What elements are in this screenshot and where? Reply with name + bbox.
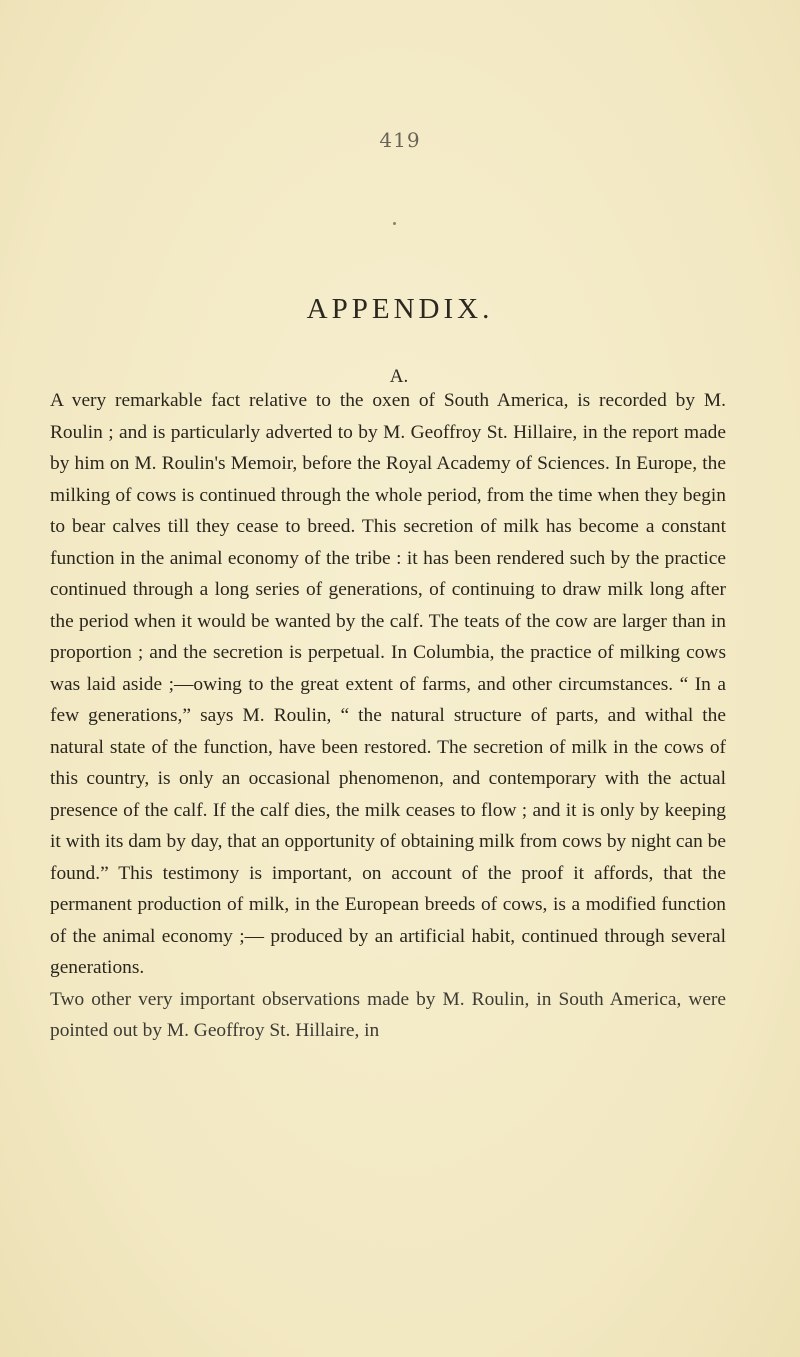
paragraph-1: A very remarkable fact relative to the oxen of South America, is recorded by M. Roulin ; and is particularly adverted to by M. Geoffroy St. Hillaire, in the report made by him on M. Roulin's Memoir, before the Royal Academy of Sciences. In Europe, the milking of cows is continued through the whole period, from the time when they begin to bear calves till they cease to breed. This secretion of milk has become a constant function in the animal economy of the tribe : it has been rendered such by the practice continued through a long series of generations, of continuing to draw milk long after the period when it would be wanted by the calf. The teats of the cow are larger than in proportion ; and the secretion is perpetual. In Columbia, the practice of milking cows was laid aside ;—owing to the great extent of farms, and other circumstances. “ In a few generations,” says M. Roulin, “ the natural structure of parts, and withal the natural state of the function, have been restored. The secretion of milk in the cows of this country, is only an occasional phenomenon, and contemporary with the actual presence of the calf. If the calf dies, the milk ceases to flow ; and it is only by keeping it with its dam by day, that an opportunity of obtaining milk from cows by night can be found.” This testimony is important, on account of the proof it affords, that the permanent production of milk, in the European breeds of cows, is a modified function of the animal economy ;— produced by an artificial habit, continued through several generations. — [50, 390, 726, 978]
page-number: 419 — [379, 128, 421, 152]
ink-dot — [393, 222, 396, 225]
body-text — [50, 385, 726, 1047]
section-heading: A. — [389, 366, 409, 387]
paragraph-2: Two other very important observations made by M. Roulin, in South America, were pointed out by M. Geoffroy St. Hillaire, in — [50, 988, 726, 1041]
page-title: APPENDIX. — [306, 293, 494, 325]
